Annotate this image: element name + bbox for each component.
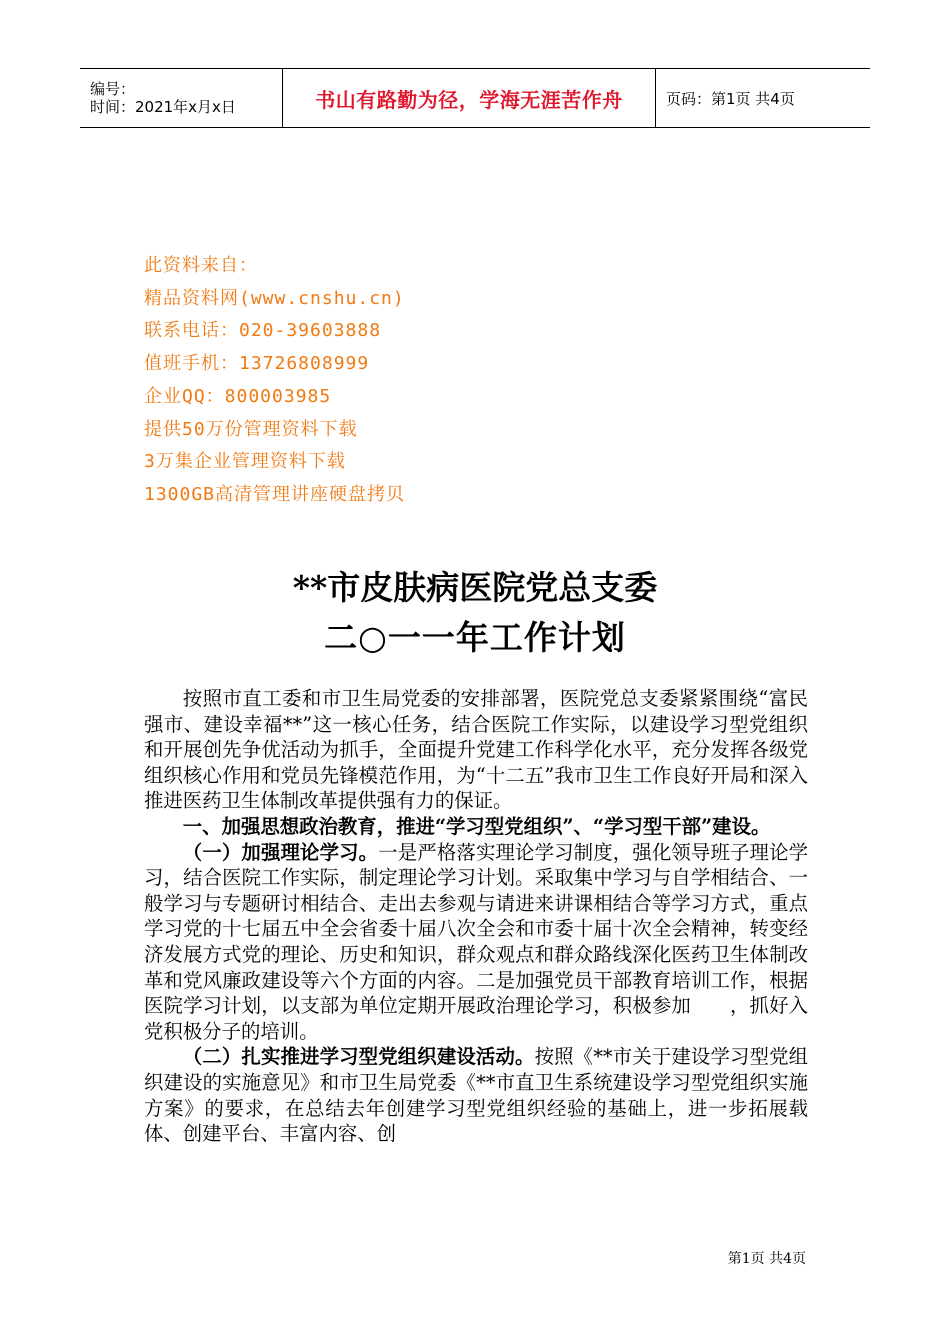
page-footer: 第1页 共4页: [727, 1251, 806, 1267]
source-line: 值班手机：13726808999: [144, 353, 370, 375]
header-page-cell: [656, 69, 870, 127]
subsection1-paragraph: [144, 840, 808, 1045]
document-number-label: 编号：: [90, 80, 136, 98]
document-title-line1: **市皮肤病医院党总支委: [292, 568, 658, 607]
source-line: 精品资料网(www.cnshu.cn): [144, 287, 405, 309]
subsection2-heading: （二）扎实推进学习型党组织建设活动。: [182, 1045, 535, 1069]
header-motto-cell: [282, 69, 656, 127]
source-line: 3万集企业管理资料下载: [144, 451, 346, 473]
source-info-block: [144, 250, 405, 512]
source-line: 1300GB高清管理讲座硬盘拷贝: [144, 483, 406, 505]
header-page-label: 页码：第1页 共4页: [666, 89, 795, 108]
subsection1-body: 一是严格落实理论学习制度，强化领导班子理论学习，结合医院工作实际，制定理论学习计划。采取集中学习与自学相结合、一般学习与专题研讨相结合、走出去参观与请进来讲课相结合等学习方式，重点学习党的十七届五中全会省委十届八次全会和市委十届十次全会精神，转变经济发展方式党的理论、历史和知识，群众观点和群众路线深化医药卫生体制改革和党风廉政建设等六个方面的内容。二是加强党员干部教育培训工作，根据医院学习计划，以支部为单位定期开展政治理论学习，积极参加 ，抓好入党积极分子的培训。: [144, 840, 809, 1043]
header-table: [80, 68, 870, 128]
source-line: 此资料来自：: [144, 255, 258, 276]
document-body: [144, 686, 808, 1147]
header-left-cell: [80, 69, 282, 127]
subsection1-heading: （一）加强理论学习。: [182, 840, 379, 864]
source-line: 提供50万份管理资料下载: [144, 418, 358, 440]
header-motto: 书山有路勤为径，学海无涯苦作舟: [315, 87, 623, 112]
section1-heading: 一、加强思想政治教育，推进“学习型党组织”、“学习型干部”建设。: [182, 814, 771, 838]
subsection2-body: 按照《**市关于建设学习型党组织建设的实施意见》和市卫生局党委《**市直卫生系统建设学习型党组织实施方案》的要求，在总结去年创建学习型党组织经验的基础上，进一步拓展载体、创建平台、丰富内容、创: [144, 1045, 809, 1146]
subsection2-paragraph: [144, 1044, 808, 1146]
document-time-label: 时间：2021年x月x日: [90, 98, 236, 116]
document-title-line2: 二○一一年工作计划: [324, 618, 626, 657]
source-line: 企业QQ：800003985: [144, 385, 332, 407]
source-line: 联系电话：020-39603888: [144, 320, 382, 342]
intro-paragraph: 按照市直工委和市卫生局党委的安排部署，医院党总支委紧紧围绕“富民强市、建设幸福**”这一核心任务，结合医院工作实际，以建设学习型党组织和开展创先争优活动为抓手，全面提升党建工作科学化水平，充分发挥各级党组织核心作用和党员先锋模范作用，为“十二五”我市卫生工作良好开局和深入推进医药卫生体制改革提供强有力的保证。: [144, 687, 808, 813]
